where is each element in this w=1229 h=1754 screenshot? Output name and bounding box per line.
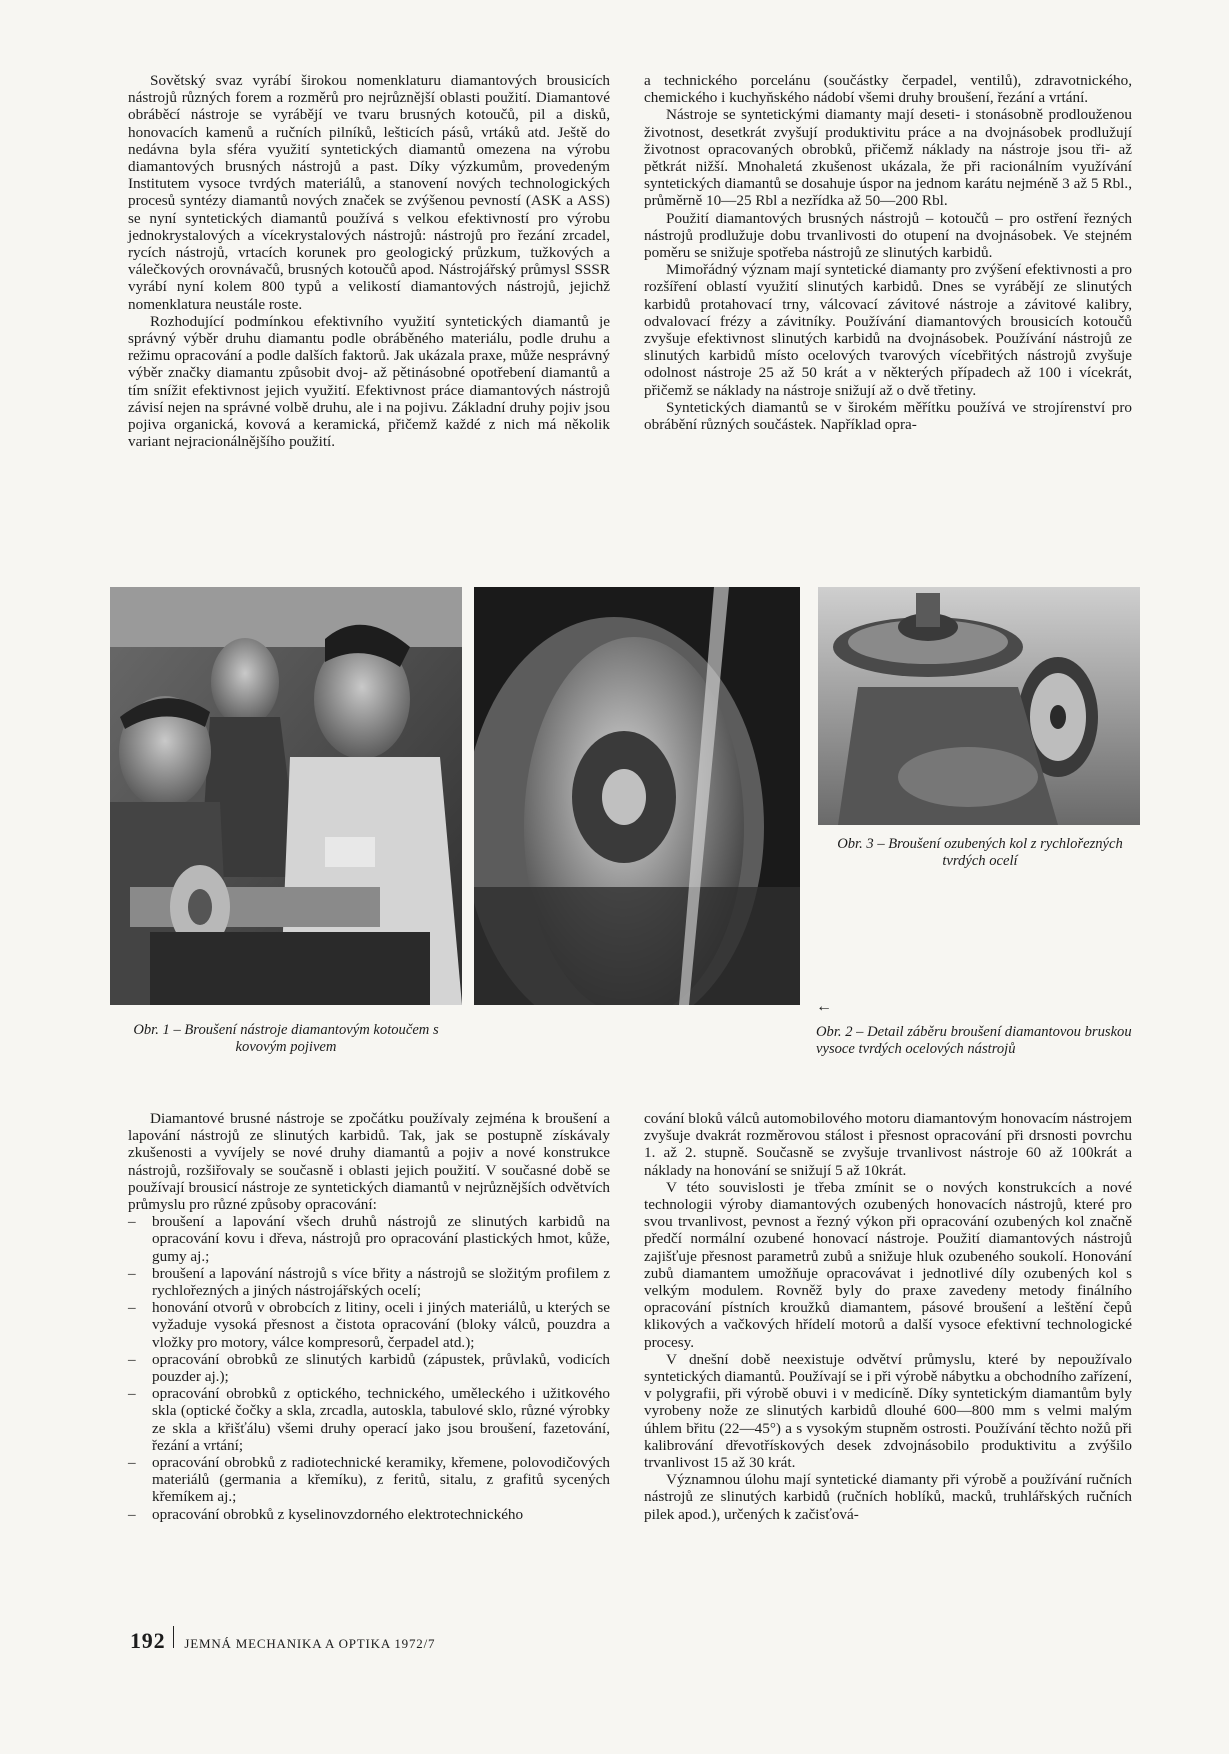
paragraph: Rozhodující podmínkou efektivního využití syntetických diamantů je správný výběr druhu diamantu podle obráběného materiálu, podle druhu a režimu opracování a podle dalších faktorů. Jak ukázala praxe, může nesprávný výběr značky diamantu způsobit dvoj- až pětinásobné opotřebení diamantů a tím snížit efektivnost jejich využití. Efektivnost práce diamantových nástrojů závisí nejen na správné volbě druhu, ale i na pojivu. Základní druhy pojiv jsou pojiva organická, kovová a keramická, přičemž každé z nich má několik variant nejracionálnějšího použití. bbox=[128, 312, 610, 451]
figure-2-caption: Obr. 2 – Detail záběru broušení diamantovou bruskou vysoce tvrdých ocelových nástrojů bbox=[816, 1024, 1132, 1057]
figure-1-photo bbox=[110, 587, 462, 1005]
gear-grinding-image bbox=[818, 587, 1140, 825]
top-left-column bbox=[128, 72, 610, 450]
page-footer bbox=[130, 1626, 435, 1654]
bottom-right-column bbox=[644, 1110, 1132, 1523]
top-right-column bbox=[644, 72, 1132, 433]
paragraph: V dnešní době neexistuje odvětví průmyslu, které by nepoužívalo syntetických diamantů. Používají se i při výrobě nábytku a obchodního zařízení, v polygrafii, při výrobě obuvi i v medicíně. Díky syntetickým diamantům byly vyrobeny nože ze slinutých karbidů dlouhé 600—800 mm s velmi malým úhlem břitu (22—45°) a s vysokým stupněm ostrosti. Používání těchto nožů při kalibrování dřevotřískových desek zdvojnásobilo produktivitu a zvýšilo trvanlivost 15 až 30 krát. bbox=[644, 1350, 1132, 1472]
grinding-wheel-image bbox=[474, 587, 800, 1005]
list-item: – broušení a lapování nástrojů s více břity a nástrojů se složitým profilem z rychlořezných a jiných nástrojářských ocelí; bbox=[128, 1265, 610, 1299]
paragraph: Syntetických diamantů se v širokém měřítku používá ve strojírenství pro obrábění různých součástek. Například opra- bbox=[644, 398, 1132, 434]
workers-grinding-image bbox=[110, 587, 462, 1005]
paragraph: Mimořádný význam mají syntetické diamanty pro zvýšení efektivnosti a pro rozšíření oblastí využití slinutých karbidů. Dnes se vyrábějí ze slinutých karbidů protahovací trny, válcovací závitové nástroje a závitové kalibry, odvalovací frézy a závitníky. Používání diamantových brousicích kotoučů zvyšuje efektivnost slinutých karbidů na dvojnásobek. Používání nástrojů ze slinutých karbidů místo ocelových tvarových vícebřitých nástrojů zvyšuje odolnost nástroje 25 až 50 krát a v některých případech až 100 i vícekrát, přičemž se náklady na nástroje snižují až o dvě třetiny. bbox=[644, 261, 1132, 399]
paragraph: Nástroje se syntetickými diamanty mají deseti- i stonásobně prodlouženou životnost, desetkrát zvyšují produktivitu práce a na dvojnásobek prodlužují životnost opracovaných obrobků, přičemž náklady na nástroje jsou tři- až pětkrát nižší. Mnohaletá zkušenost ukázala, že při racionálním využívání syntetických diamantů se dosahuje úspor na jednom karátu nejméně 3 až 5 Rbl., průměrně 10—25 Rbl a nezřídka až 50—200 Rbl. bbox=[644, 106, 1132, 210]
paragraph: a technického porcelánu (součástky čerpadel, ventilů), zdravotnického, chemického i kuchyňského nádobí všemi druhy broušení, řezání a vrtání. bbox=[644, 72, 1132, 107]
paragraph: Významnou úlohu mají syntetické diamanty při výrobě a používání ručních nástrojů ze slinutých karbidů (ručních hoblíků, macků, truhlářských ručních pilek apod.), určených k začisťová- bbox=[644, 1471, 1132, 1523]
figure-3-caption: Obr. 3 – Broušení ozubených kol z rychlořezných tvrdých ocelí bbox=[837, 836, 1123, 869]
list-item: – honování otvorů v obrobcích z litiny, oceli i jiných materiálů, u kterých se vyžaduje vysoká přesnost a čistota opracování (bloky válců, pouzdra a vložky pro motory, válce kompresorů, čerpadel atd.); bbox=[128, 1299, 610, 1351]
footer-divider bbox=[173, 1626, 174, 1648]
paragraph: Použití diamantových brusných nástrojů – kotoučů – pro ostření řezných nástrojů prodlužuje dobu trvanlivosti do otupení na dvojnásobek. Ve stejném poměru se snižuje spotřeba nástrojů ze slinutých karbidů. bbox=[644, 209, 1132, 262]
paragraph: Diamantové brusné nástroje se zpočátku používaly zejména k broušení a lapování nástrojů ze slinutých karbidů. Tak, jak se postupně získávaly zkušenosti a vyvíjely se nové druhy diamantů a pojiv a nové konstrukce nástrojů, rozšiřovaly se současně i oblasti jejich použití. V současné době se používají brousicí nástroje ze syntetických diamantů v nejrůznějších odvětvích průmyslu pro různé způsoby opracování: bbox=[128, 1110, 610, 1214]
figure-2-photo bbox=[474, 587, 800, 1005]
figure-1-caption: Obr. 1 – Broušení nástroje diamantovým kotoučem s kovovým pojivem bbox=[133, 1022, 439, 1055]
figure-3-photo bbox=[818, 587, 1140, 825]
journal-title: JEMNÁ MECHANIKA A OPTIKA 1972/7 bbox=[184, 1636, 436, 1651]
paragraph: Sovětský svaz vyrábí širokou nomenklaturu diamantových brousicích nástrojů různých forem a rozměrů pro nejrůznější oblasti použití. Diamantové obráběcí nástroje se vyrábějí ve tvaru brusných kotoučů, pil a disků, honovacích kamenů a ručních pilníků, lešticích pásů, vrtáků atd. Ještě do nedávna byla sféra využití syntetických diamantů omezena na výrobu diamantových brusných nástrojů a past. Díky výzkumům, provedeným Institutem vysoce tvrdých materiálů, a stanovení nových technologických procesů syntézy diamantů nových značek se zvýšenou pevností (ASK a ASS) se nyní syntetických diamantů používá s velkou efektivností pro výrobu jednokrystalových a vícekrystalových nástrojů: nástrojů pro řezání zrcadel, rycích nástrojů, vrtacích korunek pro geologický průzkum, tužkových a válečkových orovnávačů, brusných kotoučů apod. Nástrojářský průmysl SSSR vyrábí nyní kolem 800 typů a velikostí diamantových nástrojů, jejichž nomenklatura neustále roste. bbox=[128, 72, 610, 313]
list-item: – broušení a lapování všech druhů nástrojů ze slinutých karbidů na opracování kovu i dřeva, nástrojů pro opracování plastických hmot, kůže, gumy aj.; bbox=[128, 1213, 610, 1265]
list-item: – opracování obrobků ze slinutých karbidů (zápustek, průvlaků, vodicích pouzder aj.); bbox=[128, 1351, 610, 1385]
list-item: – opracování obrobků z optického, technického, uměleckého i užitkového skla (optické čočky a skla, zrcadla, autoskla, tabulové sklo, různé výrobky ze skla a křišťálu) všemi druhy operací jako jsou broušení, fazetování, řezání a vrtání; bbox=[128, 1385, 610, 1454]
bottom-left-column bbox=[128, 1110, 610, 1523]
arrow-indicator: ← bbox=[816, 998, 832, 1015]
paragraph: V této souvislosti je třeba zmínit se o nových konstrukcích a nové technologii výroby diamantových ozubených honovacích nástrojů, které pro svou trvanlivost, pevnost a řezný výkon při opracování ozubených kol značně předčí normální ozubené honovací nástroje. Použití diamantových nástrojů zajišťuje přesnost parametrů zubů a snižuje hluk ozubeného soukolí. Honování zubů diamantem umožňuje opracovávat i jednotlivé díly ozubených kol s velkým modulem. Rovněž byly do praxe zavedeny metody finálního opracování pístních kroužků diamantem, pásové broušení a leštění čepů klikových a vačkových hřídelí motorů a další vysoce efektivní technologické procesy. bbox=[644, 1178, 1132, 1351]
page-number: 192 bbox=[130, 1628, 166, 1653]
list-item: – opracování obrobků z radiotechnické keramiky, křemene, polovodičových materiálů (germania a křemíku), z feritů, sitalu, z grafitů sycených křemíkem aj.; bbox=[128, 1454, 610, 1506]
paragraph: cování bloků válců automobilového motoru diamantovým honovacím nástrojem zvyšuje dvakrát rozměrovou stálost i přesnost opracování při drsnosti povrchu 1. až 2. stupně. Současně se zvyšuje trvanlivost nástroje 60 až 100krát a náklady na honování se snižují 5 až 10krát. bbox=[644, 1110, 1133, 1179]
usage-list bbox=[128, 1213, 610, 1523]
list-item: – opracování obrobků z kyselinovzdorného elektrotechnického bbox=[128, 1506, 610, 1523]
